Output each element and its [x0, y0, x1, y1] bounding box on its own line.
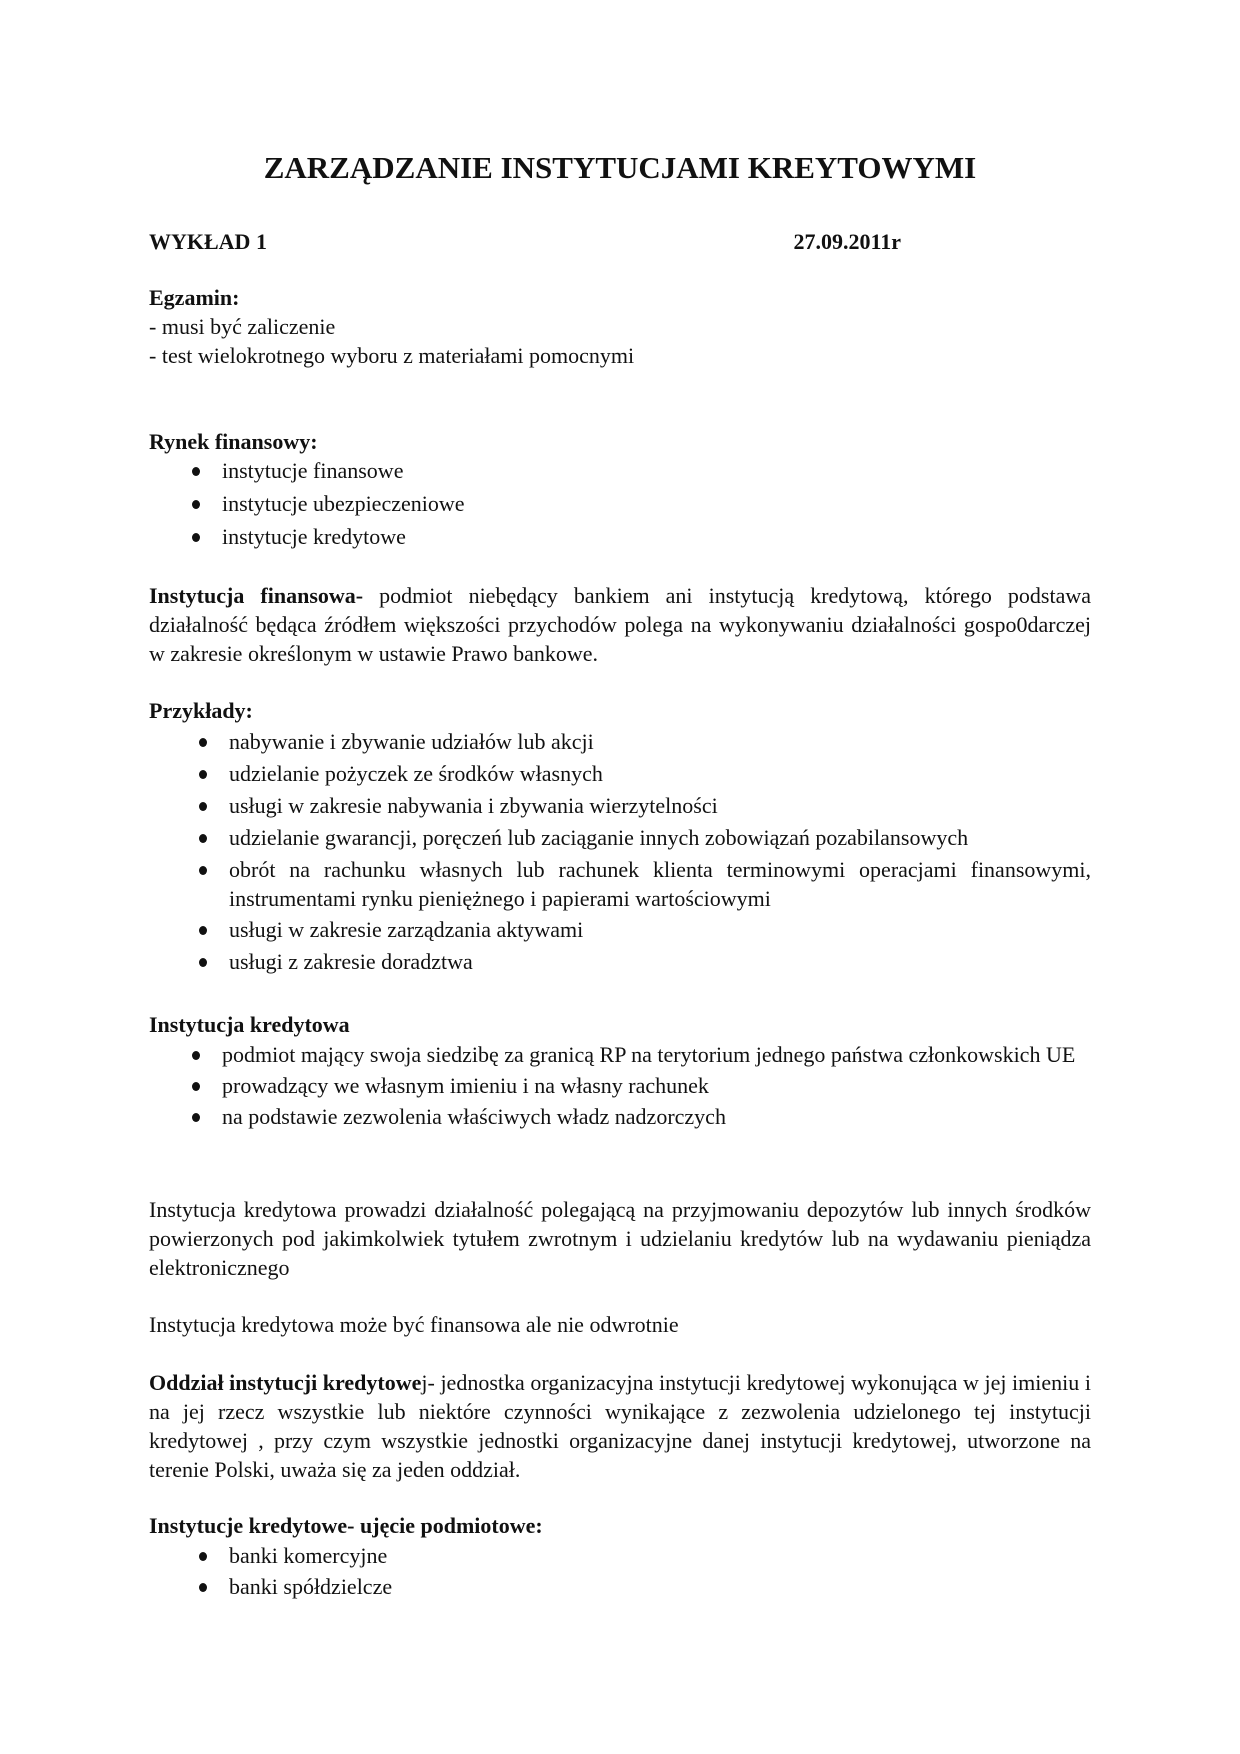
list-item: usługi w zakresie zarządzania aktywami — [229, 915, 1091, 944]
lecture-date: 27.09.2011r — [793, 229, 901, 254]
bullet-icon — [192, 500, 200, 509]
list-item: udzielanie pożyczek ze środków własnych — [229, 759, 1091, 788]
market-list — [222, 456, 1091, 551]
credit-institution-paragraph: Instytucja kredytowa prowadzi działalność polegającą na przyjmowaniu depozytów lub innych środków powierzonych pod jakimkolwiek tytułem zwrotnym i udzielaniu kredytów lub na wydawaniu pieniądza elektronicznego — [149, 1197, 1091, 1280]
subjects-heading: Instytucje kredytowe- ujęcie podmiotowe: — [149, 1513, 543, 1538]
list-item: usługi z zakresie doradztwa — [229, 947, 1091, 976]
credit-institution-note: Instytucja kredytowa może być finansowa ale nie odwrotnie — [149, 1312, 679, 1337]
list-item: na podstawie zezwolenia właściwych władz nadzorczych — [222, 1102, 1091, 1131]
exam-line: - musi być zaliczenie — [149, 314, 336, 339]
bullet-icon — [199, 834, 207, 843]
bullet-icon — [199, 738, 207, 747]
bullet-icon — [199, 770, 207, 779]
lecture-label: WYKŁAD 1 — [149, 229, 267, 254]
bullet-icon — [199, 866, 207, 875]
list-item: nabywanie i zbywanie udziałów lub akcji — [229, 727, 1091, 756]
exam-heading: Egzamin: — [149, 285, 240, 310]
branch-definition: Oddział instytucji kredytowej- jednostka organizacyjna instytucji kredytowej wykonująca w jej imieniu i na jej rzecz wszystkie lub niektóre czynności wynikające z zezwolenia udzielonego tej instytucji kredytowej , przy czym wszystkie jednostki organizacyjne danej instytucji kredytowej, utworzone na terenie Polski, uważa się za jeden oddział. — [149, 1370, 1091, 1482]
exam-line: - test wielokrotnego wyboru z materiałami pomocnymi — [149, 343, 635, 368]
examples-heading: Przykłady: — [149, 698, 253, 723]
bullet-icon — [199, 802, 207, 811]
bullet-icon — [199, 958, 207, 967]
document-title: ZARZĄDZANIE INSTYTUCJAMI KREYTOWYMI — [263, 150, 977, 185]
exam-section — [149, 283, 1091, 370]
list-item: prowadzący we własnym imieniu i na własny rachunek — [222, 1071, 1091, 1100]
list-item: instytucje kredytowe — [222, 522, 1091, 551]
bullet-icon — [199, 1552, 207, 1561]
list-item: usługi w zakresie nabywania i zbywania wierzytelności — [229, 791, 1091, 820]
bullet-icon — [192, 533, 200, 542]
bullet-icon — [192, 1082, 200, 1091]
list-item: podmiot mający swoja siedzibę za granicą RP na terytorium jednego państwa członkowskich UE — [222, 1040, 1091, 1069]
list-item: udzielanie gwarancji, poręczeń lub zaciąganie innych zobowiązań pozabilansowych — [229, 823, 1091, 852]
subjects-list — [229, 1541, 1091, 1601]
bullet-icon — [192, 1051, 200, 1060]
list-item: instytucje finansowe — [222, 456, 1091, 485]
list-item: banki komercyjne — [229, 1541, 1091, 1570]
list-item: instytucje ubezpieczeniowe — [222, 489, 1091, 518]
market-heading: Rynek finansowy: — [149, 429, 318, 454]
examples-list — [229, 727, 1091, 976]
lecture-header — [149, 227, 1091, 256]
financial-institution-definition: Instytucja finansowa- podmiot niebędący bankiem ani instytucją kredytową, którego podstawa działalność będąca źródłem większości przychodów polega na wykonywaniu działalności gospo0darczej w zakresie określonym w ustawie Prawo bankowe. — [149, 583, 1091, 666]
list-item: banki spółdzielcze — [229, 1572, 1091, 1601]
bullet-icon — [192, 1113, 200, 1122]
credit-institution-list — [222, 1040, 1091, 1131]
bullet-icon — [192, 467, 200, 476]
bullet-icon — [199, 926, 207, 935]
list-item: obrót na rachunku własnych lub rachunek klienta terminowymi operacjami finansowymi, instrumentami rynku pieniężnego i papierami wartościowymi — [229, 855, 1091, 913]
credit-institution-heading: Instytucja kredytowa — [149, 1012, 350, 1037]
bullet-icon — [199, 1583, 207, 1592]
